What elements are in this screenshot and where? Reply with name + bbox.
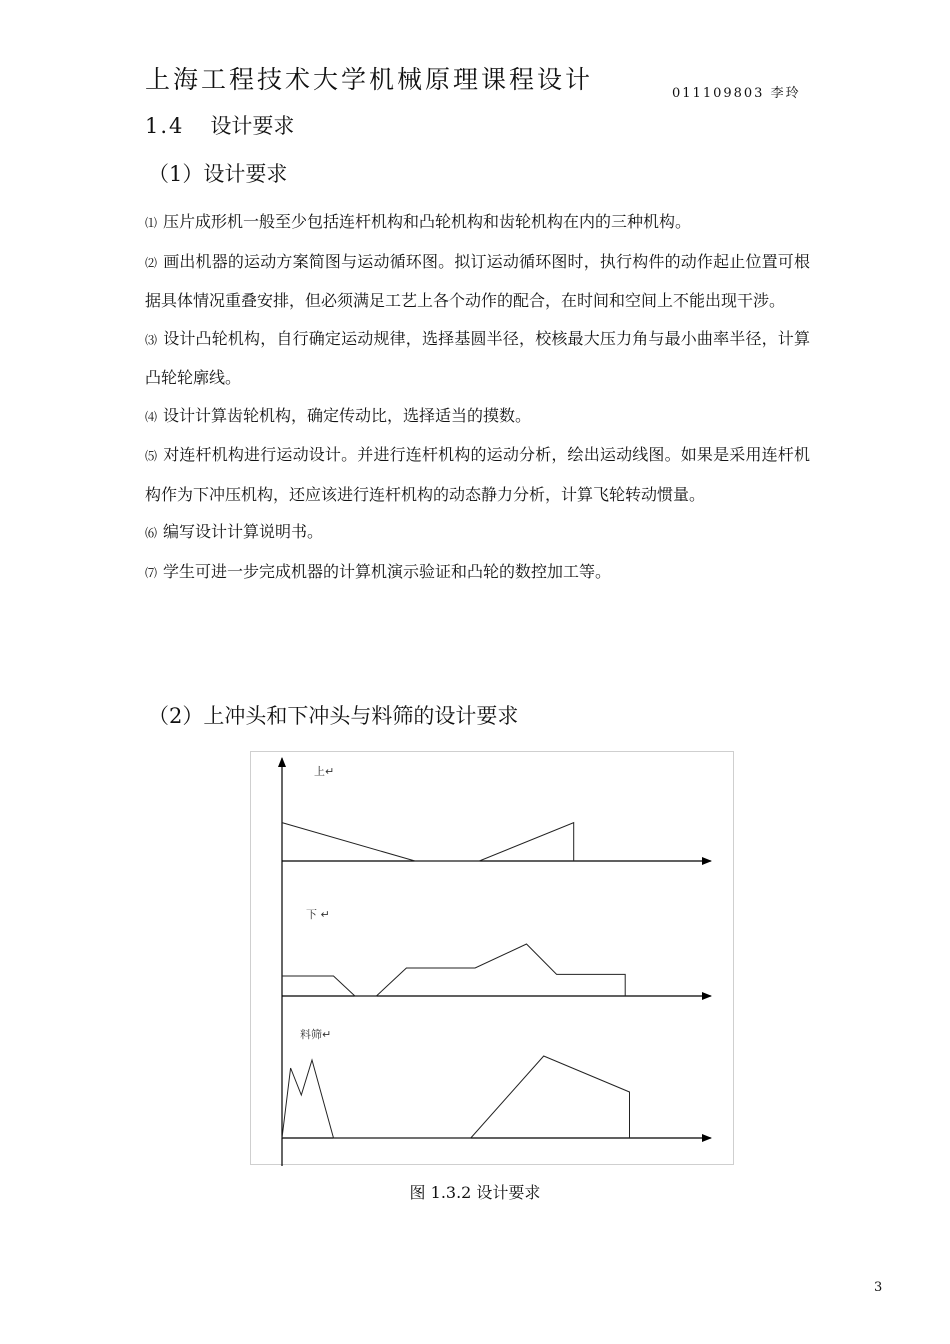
- series-line-1: [282, 823, 574, 861]
- list-item: [145, 243, 810, 320]
- subsection-heading-1: （1）设计要求: [148, 162, 288, 186]
- item-text: 编写设计计算说明书。: [163, 522, 324, 541]
- list-item: [145, 203, 810, 243]
- item-marker: ⑸: [145, 449, 158, 463]
- motion-cycle-chart: [251, 752, 735, 1166]
- item-marker: ⑷: [145, 409, 158, 424]
- section-number: 1.4: [145, 114, 185, 138]
- item-text: 学生可进一步完成机器的计算机演示验证和凸轮的数控加工等。: [163, 561, 612, 581]
- section-title: 设计要求: [210, 114, 295, 138]
- series-line-3: [282, 1056, 630, 1138]
- list-item: [145, 513, 810, 553]
- item-text: 设计计算齿轮机构，确定传动比，选择适当的摸数。: [163, 405, 532, 425]
- list-item: [145, 553, 810, 593]
- panel-label-lower: 下 ↵: [306, 908, 330, 921]
- student-id-name: 011109803 李玲: [672, 86, 801, 101]
- subsection-heading-2: （2）上冲头和下冲头与料筛的设计要求: [148, 704, 519, 728]
- item-marker: ⑹: [145, 526, 158, 540]
- requirements-list: [145, 203, 810, 592]
- item-marker: ⑶: [145, 332, 158, 347]
- list-item: [145, 320, 810, 397]
- item-text: 压片成形机一般至少包括连杆机构和凸轮机构和齿轮机构在内的三种机构。: [163, 212, 692, 231]
- item-text: 对连杆机构进行运动设计。并进行连杆机构的运动分析，绘出运动线图。如果是采用连杆机构作为下冲压机构，还应该进行连杆机构的动态静力分析，计算飞轮转动惯量。: [145, 445, 810, 504]
- item-text: 设计凸轮机构，自行确定运动规律，选择基圆半径，校核最大压力角与最小曲率半径，计算凸轮轮廓线。: [145, 328, 810, 387]
- item-marker: ⑵: [145, 255, 158, 270]
- item-marker: ⑺: [145, 565, 158, 580]
- document-header-title: 上海工程技术大学机械原理课程设计: [145, 65, 594, 94]
- list-item: [145, 436, 810, 513]
- item-marker: ⑴: [145, 216, 158, 230]
- section-heading: [145, 110, 294, 140]
- item-text: 画出机器的运动方案简图与运动循环图。拟订运动循环图时，执行构件的动作起止位置可根据具体情况重叠安排，但必须满足工艺上各个动作的配合，在时间和空间上不能出现干涉。: [145, 251, 810, 310]
- figure-caption: 图 1.3.2 设计要求: [409, 1183, 541, 1202]
- series-line-2: [282, 944, 625, 996]
- page-number: 3: [874, 1280, 883, 1295]
- panel-label-upper: 上↵: [314, 765, 335, 778]
- list-item: [145, 397, 810, 437]
- motion-cycle-figure: [250, 751, 734, 1165]
- panel-label-sieve: 料筛↵: [300, 1028, 332, 1041]
